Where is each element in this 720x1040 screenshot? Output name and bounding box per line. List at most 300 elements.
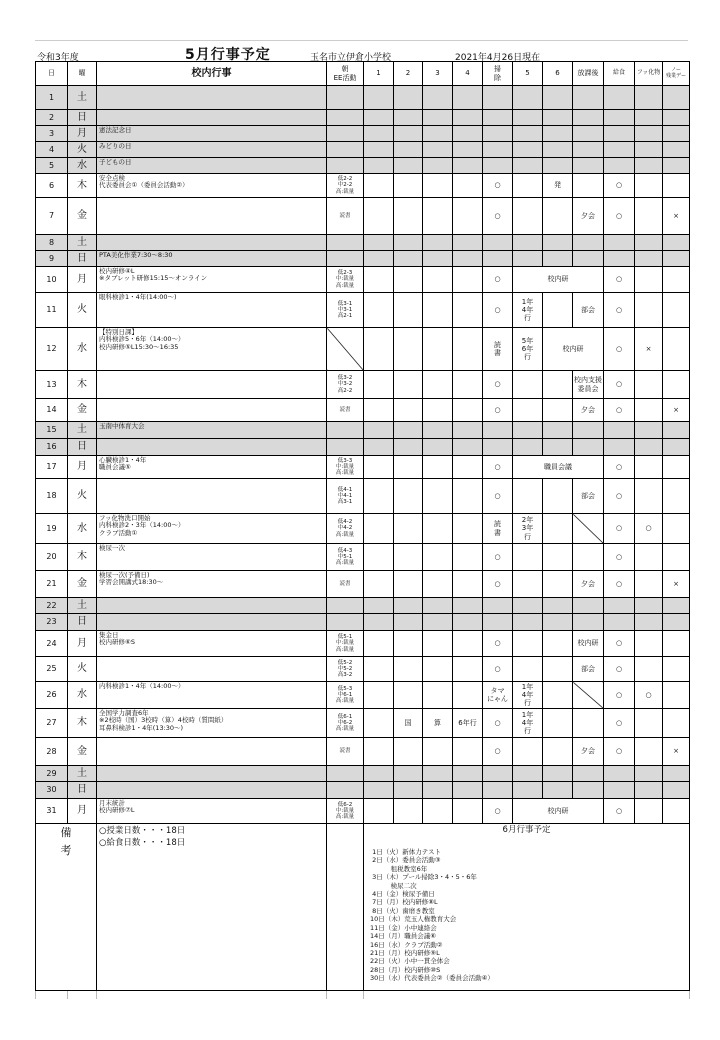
event-cell: みどりの日 (97, 142, 327, 158)
column-header-no-overtime: ノー 残業デー (663, 62, 690, 86)
period-5-cell: 校内研 (513, 799, 604, 824)
closed-cell-no-overtime (663, 782, 690, 799)
day-number: 15 (36, 422, 68, 439)
day-row (36, 766, 690, 782)
event-cell: PTA美化作業7:30～8:30 (97, 251, 327, 267)
closed-cell-period-6 (543, 126, 573, 142)
closed-cell-after-school (573, 766, 604, 782)
closed-cell-period-1 (364, 782, 394, 799)
closed-cell-period-3 (423, 439, 453, 456)
closed-cell-lunch (604, 126, 635, 142)
weekday: 水 (68, 328, 97, 371)
day-row (36, 598, 690, 614)
closed-cell-fluoride (635, 782, 663, 799)
june-schedule (364, 824, 690, 991)
period-5-cell (513, 399, 543, 422)
june-event-item: 検尿二次 (370, 881, 417, 890)
column-header-period-6: 6 (543, 62, 573, 86)
cleaning-cell: 読 書 (483, 328, 513, 371)
fluoride-cell: × (635, 328, 663, 371)
june-event-item: 22日（火）小中一貫全体会 (370, 957, 450, 966)
morning-cell: 低3-2 中3-2 高2-2 (327, 371, 364, 399)
event-cell: 校内研修④L ※タブレット研修15:15～オンライン (97, 267, 327, 293)
after-school-cell: 部会 (573, 293, 604, 328)
lunch-cell: ○ (604, 371, 635, 399)
event-cell: 検尿一次(予備日) 学習会開講式18:30～ (97, 571, 327, 598)
no-overtime-cell (663, 174, 690, 198)
closed-cell-period-3 (423, 422, 453, 439)
as-of-date: 2021年4月26日現在 (455, 53, 541, 63)
column-header-fluoride: フッ化物 (635, 62, 663, 86)
no-overtime-cell: × (663, 571, 690, 598)
closed-cell-period-5 (513, 782, 543, 799)
day-number: 21 (36, 571, 68, 598)
period-6-cell (543, 371, 573, 399)
cleaning-cell: ○ (483, 399, 513, 422)
period-4-cell (453, 293, 483, 328)
weekday: 木 (68, 544, 97, 571)
cleaning-cell: ○ (483, 571, 513, 598)
day-number: 30 (36, 782, 68, 799)
period-5-cell (513, 631, 543, 657)
closed-cell-after-school (573, 110, 604, 126)
cleaning-cell: ○ (483, 631, 513, 657)
day-number: 12 (36, 328, 68, 371)
period-4-cell (453, 399, 483, 422)
event-cell: 月末統計 校内研修⑦L (97, 799, 327, 824)
fiscal-year: 令和3年度 (37, 53, 79, 63)
lunch-cell: ○ (604, 709, 635, 738)
day-counts (97, 824, 327, 991)
weekday: 土 (68, 235, 97, 251)
period-6-cell: 校内研 (543, 328, 604, 371)
closed-cell-period-5 (513, 142, 543, 158)
day-number: 28 (36, 738, 68, 766)
closed-cell-no-overtime (663, 110, 690, 126)
event-cell: 憲法記念日 (97, 126, 327, 142)
closed-cell-period-4 (453, 86, 483, 110)
closed-cell-cleaning (483, 86, 513, 110)
closed-cell-morning (327, 598, 364, 614)
day-number: 6 (36, 174, 68, 198)
period-4-cell (453, 328, 483, 371)
morning-cell: 低3-1 中3-1 高2-1 (327, 293, 364, 328)
fluoride-cell (635, 799, 663, 824)
period-6-cell: 発 (543, 174, 573, 198)
day-row (36, 399, 690, 422)
weekday: 火 (68, 142, 97, 158)
day-row (36, 328, 690, 371)
closed-cell-period-4 (453, 439, 483, 456)
remarks-row (36, 824, 690, 991)
event-cell: 【特別日課】 内科検診5・6年（14:00～） 校内研修⑤L15:30～16:35 (97, 328, 327, 371)
closed-cell-period-6 (543, 614, 573, 631)
event-cell (97, 235, 327, 251)
day-number: 24 (36, 631, 68, 657)
cleaning-cell: 読 書 (483, 514, 513, 544)
closed-cell-period-5 (513, 110, 543, 126)
no-overtime-cell (663, 514, 690, 544)
day-row (36, 544, 690, 571)
weekday: 月 (68, 631, 97, 657)
closed-cell-period-6 (543, 110, 573, 126)
morning-cell: 低4-2 中4-2 高:裁量 (327, 514, 364, 544)
cleaning-cell: ○ (483, 479, 513, 514)
closed-cell-period-6 (543, 439, 573, 456)
fluoride-cell (635, 479, 663, 514)
closed-cell-period-4 (453, 251, 483, 267)
event-cell: 安全点検 代表委員会①（委員会活動②） (97, 174, 327, 198)
event-cell: 内科検診1・4年（14:00～） (97, 682, 327, 709)
column-header-weekday: 曜 (68, 62, 97, 86)
period-3-cell (423, 544, 453, 571)
closed-cell-no-overtime (663, 126, 690, 142)
closed-cell-lunch (604, 422, 635, 439)
period-3-cell (423, 328, 453, 371)
after-school-cell: 校内研 (573, 631, 604, 657)
period-2-cell (394, 682, 423, 709)
period-5-cell (513, 571, 543, 598)
june-event-item: 2日（水）委員会活動③ (370, 856, 441, 865)
event-cell (97, 479, 327, 514)
period-6-cell (543, 738, 573, 766)
closed-cell-morning (327, 422, 364, 439)
period-1-cell (364, 174, 394, 198)
day-row (36, 371, 690, 399)
closed-cell-period-2 (394, 142, 423, 158)
day-row (36, 422, 690, 439)
morning-cell: 低3-3 中:裁量 高:裁量 (327, 456, 364, 479)
column-header-event: 校内行事 (97, 62, 327, 86)
day-number: 11 (36, 293, 68, 328)
closed-cell-period-1 (364, 766, 394, 782)
period-5-cell (513, 174, 543, 198)
morning-cell: 低6-1 中6-2 高:裁量 (327, 709, 364, 738)
closed-cell-period-1 (364, 86, 394, 110)
page-top-rule (35, 40, 688, 41)
closed-cell-fluoride (635, 614, 663, 631)
closed-cell-after-school (573, 614, 604, 631)
day-row (36, 110, 690, 126)
after-school-cell: 夕会 (573, 738, 604, 766)
closed-cell-fluoride (635, 251, 663, 267)
closed-cell-fluoride (635, 422, 663, 439)
day-row (36, 631, 690, 657)
weekday: 日 (68, 439, 97, 456)
period-4-cell (453, 514, 483, 544)
period-2-cell (394, 514, 423, 544)
lunch-cell: ○ (604, 571, 635, 598)
cleaning-cell: ○ (483, 198, 513, 235)
day-row (36, 126, 690, 142)
day-row (36, 267, 690, 293)
after-school-cell: 夕会 (573, 198, 604, 235)
day-row (36, 571, 690, 598)
closed-cell-period-1 (364, 614, 394, 631)
column-header-cleaning: 掃 除 (483, 62, 513, 86)
event-cell: フッ化物洗口開始 内科検診2・3年（14:00～） クラブ活動① (97, 514, 327, 544)
closed-cell-period-6 (543, 86, 573, 110)
fluoride-cell (635, 267, 663, 293)
period-4-cell (453, 682, 483, 709)
closed-cell-period-2 (394, 598, 423, 614)
closed-cell-period-2 (394, 86, 423, 110)
grid-stub (96, 991, 97, 999)
morning-cell-none (327, 328, 364, 371)
period-4-cell (453, 657, 483, 682)
day-row (36, 799, 690, 824)
cleaning-cell: ○ (483, 544, 513, 571)
day-row (36, 456, 690, 479)
weekday: 水 (68, 682, 97, 709)
closed-cell-after-school (573, 235, 604, 251)
no-overtime-cell (663, 799, 690, 824)
morning-cell: 低4-3 中5-1 高:裁量 (327, 544, 364, 571)
no-overtime-cell (663, 657, 690, 682)
period-3-cell (423, 267, 453, 293)
closed-cell-period-3 (423, 614, 453, 631)
period-3-cell (423, 293, 453, 328)
period-1-cell (364, 267, 394, 293)
period-2-cell: 国 (394, 709, 423, 738)
period-1-cell (364, 682, 394, 709)
closed-cell-period-6 (543, 422, 573, 439)
closed-cell-after-school (573, 251, 604, 267)
column-header-period-5: 5 (513, 62, 543, 86)
period-2-cell (394, 198, 423, 235)
remarks-blank (327, 824, 364, 991)
period-1-cell (364, 514, 394, 544)
closed-cell-period-5 (513, 251, 543, 267)
closed-cell-period-4 (453, 598, 483, 614)
closed-cell-period-3 (423, 766, 453, 782)
column-header-morning: 朝 EE活動 (327, 62, 364, 86)
june-event-item: 租税教室6年 (370, 864, 428, 873)
closed-cell-period-5 (513, 439, 543, 456)
june-schedule-title: 6月行事予定 (502, 825, 551, 835)
day-number: 3 (36, 126, 68, 142)
closed-cell-cleaning (483, 766, 513, 782)
period-6-cell (543, 657, 573, 682)
closed-cell-period-5 (513, 422, 543, 439)
after-school-cell-none (573, 682, 604, 709)
closed-cell-period-1 (364, 110, 394, 126)
period-3-cell (423, 738, 453, 766)
closed-cell-morning (327, 142, 364, 158)
day-row (36, 709, 690, 738)
weekday: 木 (68, 709, 97, 738)
period-6-cell (543, 544, 573, 571)
period-6-cell (543, 479, 573, 514)
day-number: 19 (36, 514, 68, 544)
day-number: 17 (36, 456, 68, 479)
period-2-cell (394, 293, 423, 328)
closed-cell-period-2 (394, 126, 423, 142)
lunch-cell: ○ (604, 738, 635, 766)
june-event-item: 4日（金）検尿予備日 (370, 889, 435, 898)
closed-cell-period-1 (364, 422, 394, 439)
event-cell: 心臓検診1・4年 職員会議⑤ (97, 456, 327, 479)
day-number: 22 (36, 598, 68, 614)
fluoride-cell (635, 544, 663, 571)
day-number: 23 (36, 614, 68, 631)
period-1-cell (364, 371, 394, 399)
morning-cell: 低5-1 中:裁量 高:裁量 (327, 631, 364, 657)
period-2-cell (394, 399, 423, 422)
closed-cell-after-school (573, 158, 604, 174)
closed-cell-no-overtime (663, 86, 690, 110)
period-3-cell: 算 (423, 709, 453, 738)
closed-cell-period-2 (394, 251, 423, 267)
lunch-cell: ○ (604, 198, 635, 235)
closed-cell-period-4 (453, 782, 483, 799)
june-event-item: 3日（木）プール掃除3・4・5・6年 (370, 873, 477, 882)
no-overtime-cell (663, 544, 690, 571)
period-5-cell (513, 198, 543, 235)
closed-cell-after-school (573, 782, 604, 799)
column-header-lunch: 給食 (604, 62, 635, 86)
period-5-cell: 1年 4年 行 (513, 709, 543, 738)
closed-cell-lunch (604, 235, 635, 251)
cleaning-cell: ○ (483, 293, 513, 328)
morning-cell: 低4-1 中4-1 高3-1 (327, 479, 364, 514)
weekday: 金 (68, 198, 97, 235)
morning-cell: 読書 (327, 198, 364, 235)
lunch-cell: ○ (604, 682, 635, 709)
event-cell: 子どもの日 (97, 158, 327, 174)
period-6-cell (543, 631, 573, 657)
day-number: 14 (36, 399, 68, 422)
cleaning-cell: ○ (483, 267, 513, 293)
period-2-cell (394, 571, 423, 598)
closed-cell-period-2 (394, 235, 423, 251)
closed-cell-period-1 (364, 439, 394, 456)
period-2-cell (394, 631, 423, 657)
closed-cell-cleaning (483, 422, 513, 439)
header-row (36, 62, 690, 86)
closed-cell-period-3 (423, 235, 453, 251)
closed-cell-period-2 (394, 439, 423, 456)
lunch-cell: ○ (604, 174, 635, 198)
day-row (36, 738, 690, 766)
closed-cell-fluoride (635, 235, 663, 251)
period-3-cell (423, 456, 453, 479)
weekday: 火 (68, 293, 97, 328)
event-cell: 検尿一次 (97, 544, 327, 571)
after-school-cell: 夕会 (573, 571, 604, 598)
no-overtime-cell (663, 328, 690, 371)
june-event-item: 14日（月）職員会議⑥ (370, 932, 437, 941)
closed-cell-fluoride (635, 86, 663, 110)
lunch-cell: ○ (604, 544, 635, 571)
day-number: 20 (36, 544, 68, 571)
closed-cell-period-4 (453, 142, 483, 158)
period-6-cell (543, 514, 573, 544)
cleaning-cell: ○ (483, 456, 513, 479)
closed-cell-period-5 (513, 235, 543, 251)
no-overtime-cell: × (663, 399, 690, 422)
cleaning-cell: ○ (483, 657, 513, 682)
closed-cell-period-1 (364, 235, 394, 251)
morning-cell: 読書 (327, 738, 364, 766)
lunch-cell: ○ (604, 267, 635, 293)
lunch-cell: ○ (604, 293, 635, 328)
day-row (36, 439, 690, 456)
closed-cell-period-6 (543, 235, 573, 251)
no-overtime-cell (663, 456, 690, 479)
column-header-day: 日 (36, 62, 68, 86)
fluoride-cell (635, 399, 663, 422)
closed-cell-after-school (573, 598, 604, 614)
weekday: 土 (68, 422, 97, 439)
period-3-cell (423, 174, 453, 198)
closed-cell-morning (327, 86, 364, 110)
fluoride-cell (635, 456, 663, 479)
event-cell (97, 766, 327, 782)
event-cell (97, 782, 327, 799)
closed-cell-no-overtime (663, 251, 690, 267)
closed-cell-period-5 (513, 86, 543, 110)
june-event-item: 11日（金）小中連絡会 (370, 923, 437, 932)
period-5-cell: 1年 4年 行 (513, 682, 543, 709)
column-header-period-3: 3 (423, 62, 453, 86)
closed-cell-lunch (604, 158, 635, 174)
closed-cell-period-6 (543, 158, 573, 174)
closed-cell-period-1 (364, 126, 394, 142)
after-school-cell (573, 709, 604, 738)
june-event-item: 16日（水）クラブ活動② (370, 940, 443, 949)
morning-cell: 低5-2 中5-2 高3-2 (327, 657, 364, 682)
day-number: 13 (36, 371, 68, 399)
closed-cell-fluoride (635, 598, 663, 614)
period-1-cell (364, 399, 394, 422)
period-3-cell (423, 198, 453, 235)
closed-cell-cleaning (483, 126, 513, 142)
weekday: 金 (68, 571, 97, 598)
closed-cell-morning (327, 110, 364, 126)
school-name: 玉名市立伊倉小学校 (310, 53, 392, 63)
period-4-cell (453, 631, 483, 657)
weekday: 日 (68, 251, 97, 267)
june-event-item: 28日（月）校内研修⑩S (370, 965, 441, 974)
period-3-cell (423, 399, 453, 422)
closed-cell-period-4 (453, 158, 483, 174)
lunch-cell: ○ (604, 514, 635, 544)
period-3-cell (423, 371, 453, 399)
period-5-cell: 職員会議 (513, 456, 604, 479)
day-number: 9 (36, 251, 68, 267)
closed-cell-fluoride (635, 439, 663, 456)
day-number: 26 (36, 682, 68, 709)
period-4-cell (453, 371, 483, 399)
closed-cell-cleaning (483, 598, 513, 614)
closed-cell-lunch (604, 86, 635, 110)
day-number: 16 (36, 439, 68, 456)
closed-cell-period-4 (453, 126, 483, 142)
closed-cell-period-5 (513, 158, 543, 174)
day-row (36, 235, 690, 251)
cleaning-cell: タマ にゃん (483, 682, 513, 709)
period-2-cell (394, 328, 423, 371)
closed-cell-morning (327, 782, 364, 799)
fluoride-cell (635, 174, 663, 198)
period-1-cell (364, 198, 394, 235)
closed-cell-period-6 (543, 782, 573, 799)
weekday: 日 (68, 614, 97, 631)
weekday: 月 (68, 126, 97, 142)
closed-cell-cleaning (483, 110, 513, 126)
closed-cell-cleaning (483, 614, 513, 631)
